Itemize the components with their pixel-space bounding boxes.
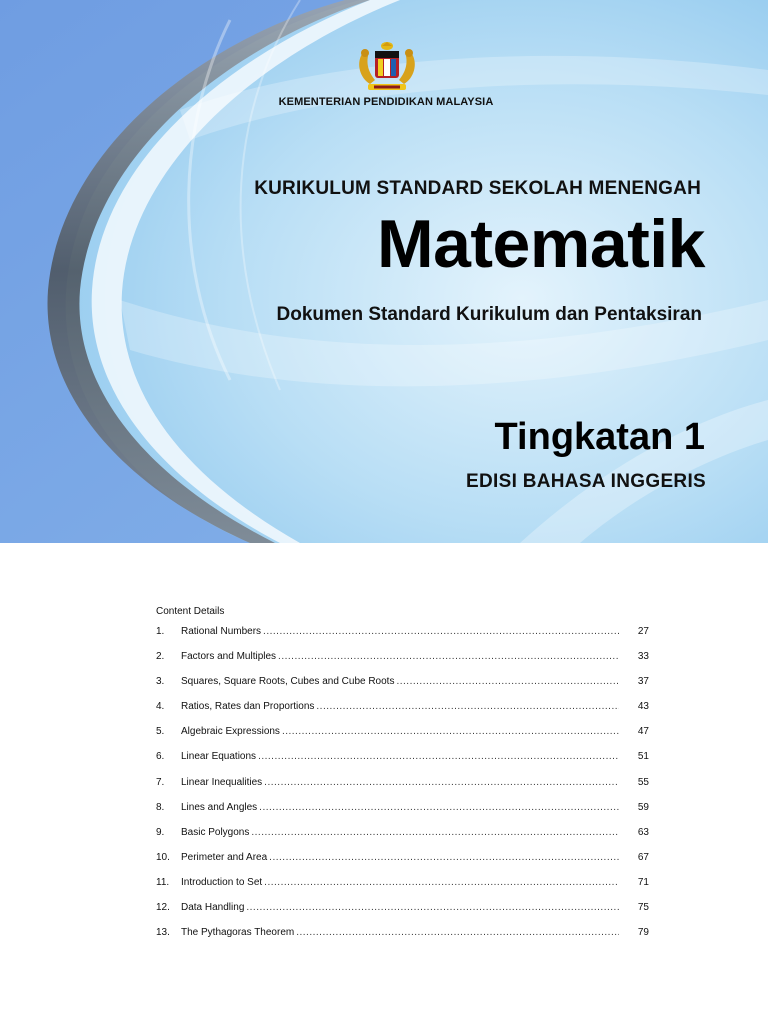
toc-entry[interactable] bbox=[156, 827, 656, 852]
toc-entry[interactable] bbox=[156, 751, 656, 776]
toc-entry-title: Rational Numbers bbox=[181, 626, 262, 637]
toc-leader-dots bbox=[269, 852, 619, 863]
toc-entry[interactable] bbox=[156, 701, 656, 726]
toc-entry-page: 47 bbox=[637, 726, 649, 738]
toc-entry-page: 51 bbox=[637, 751, 649, 763]
table-of-contents bbox=[156, 606, 656, 952]
toc-entry-number: 12. bbox=[156, 902, 170, 914]
toc-leader-dots bbox=[258, 751, 619, 762]
toc-leader-dots bbox=[396, 676, 619, 687]
toc-entry-title: Linear Equations bbox=[181, 751, 257, 763]
toc-entry[interactable] bbox=[156, 726, 656, 751]
form-level: Tingkatan 1 bbox=[494, 416, 705, 458]
edition-label: EDISI BAHASA INGGERIS bbox=[466, 471, 706, 492]
toc-leader-dots bbox=[246, 902, 619, 913]
toc-entry-number: 6. bbox=[156, 751, 165, 763]
toc-entry-number: 2. bbox=[156, 651, 165, 663]
book-title: Matematik bbox=[376, 206, 705, 282]
toc-entry-number: 1. bbox=[156, 626, 165, 637]
toc-entry[interactable] bbox=[156, 651, 656, 676]
coat-of-arms-icon bbox=[354, 40, 420, 94]
toc-entry-number: 3. bbox=[156, 676, 165, 688]
toc-entry-title: Data Handling bbox=[181, 902, 245, 914]
toc-entry-title: The Pythagoras Theorem bbox=[181, 927, 295, 939]
toc-entry-number: 4. bbox=[156, 701, 165, 713]
toc-leader-dots bbox=[264, 777, 619, 788]
toc-entry-page: 67 bbox=[637, 851, 649, 863]
toc-entry-page: 59 bbox=[637, 801, 649, 813]
toc-entry-title: Introduction to Set bbox=[181, 876, 263, 888]
toc-entry[interactable] bbox=[156, 676, 656, 701]
toc-leader-dots bbox=[296, 927, 619, 938]
toc-entry-title: Algebraic Expressions bbox=[181, 726, 280, 738]
toc-list bbox=[156, 626, 656, 952]
toc-entry-page: 75 bbox=[637, 902, 649, 914]
toc-entry[interactable] bbox=[156, 626, 656, 651]
toc-entry[interactable] bbox=[156, 777, 656, 802]
toc-entry-title: Factors and Multiples bbox=[181, 651, 277, 663]
ministry-name: KEMENTERIAN PENDIDIKAN MALAYSIA bbox=[278, 96, 494, 108]
toc-entry-page: 63 bbox=[637, 826, 649, 838]
toc-entry-number: 13. bbox=[156, 927, 170, 939]
toc-leader-dots bbox=[251, 827, 619, 838]
document-subtitle: Dokumen Standard Kurikulum dan Pentaksiran bbox=[276, 304, 702, 325]
curriculum-name: KURIKULUM STANDARD SEKOLAH MENENGAH bbox=[254, 178, 701, 199]
toc-entry-title: Squares, Square Roots, Cubes and Cube Roots bbox=[181, 676, 395, 688]
toc-entry-title: Ratios, Rates dan Proportions bbox=[181, 701, 315, 713]
toc-entry[interactable] bbox=[156, 902, 656, 927]
toc-entry-number: 8. bbox=[156, 801, 165, 813]
toc-entry-page: 79 bbox=[637, 927, 649, 939]
toc-leader-dots bbox=[282, 726, 619, 737]
toc-entry[interactable] bbox=[156, 802, 656, 827]
toc-entry-title: Linear Inequalities bbox=[181, 776, 263, 788]
toc-entry[interactable] bbox=[156, 877, 656, 902]
toc-entry-page: 33 bbox=[637, 651, 649, 663]
toc-entry-page: 43 bbox=[637, 701, 649, 713]
contents-heading: Content Details bbox=[156, 606, 225, 617]
toc-leader-dots bbox=[264, 877, 619, 888]
toc-leader-dots bbox=[259, 802, 619, 813]
toc-entry-title: Perimeter and Area bbox=[181, 851, 268, 863]
toc-entry-page: 55 bbox=[637, 776, 649, 788]
toc-entry-page: 71 bbox=[637, 876, 649, 888]
toc-leader-dots bbox=[278, 651, 619, 662]
toc-entry-title: Lines and Angles bbox=[181, 801, 258, 813]
toc-leader-dots bbox=[263, 626, 619, 637]
toc-entry-number: 9. bbox=[156, 826, 165, 838]
toc-entry-number: 11. bbox=[156, 876, 170, 888]
toc-entry-number: 10. bbox=[156, 851, 170, 863]
toc-entry-number: 5. bbox=[156, 726, 165, 738]
toc-entry-title: Basic Polygons bbox=[181, 826, 250, 838]
toc-entry-number: 7. bbox=[156, 776, 165, 788]
toc-entry-page: 27 bbox=[637, 626, 649, 637]
toc-entry[interactable] bbox=[156, 852, 656, 877]
toc-entry-page: 37 bbox=[637, 676, 649, 688]
toc-leader-dots bbox=[316, 701, 619, 712]
toc-entry[interactable] bbox=[156, 927, 656, 952]
